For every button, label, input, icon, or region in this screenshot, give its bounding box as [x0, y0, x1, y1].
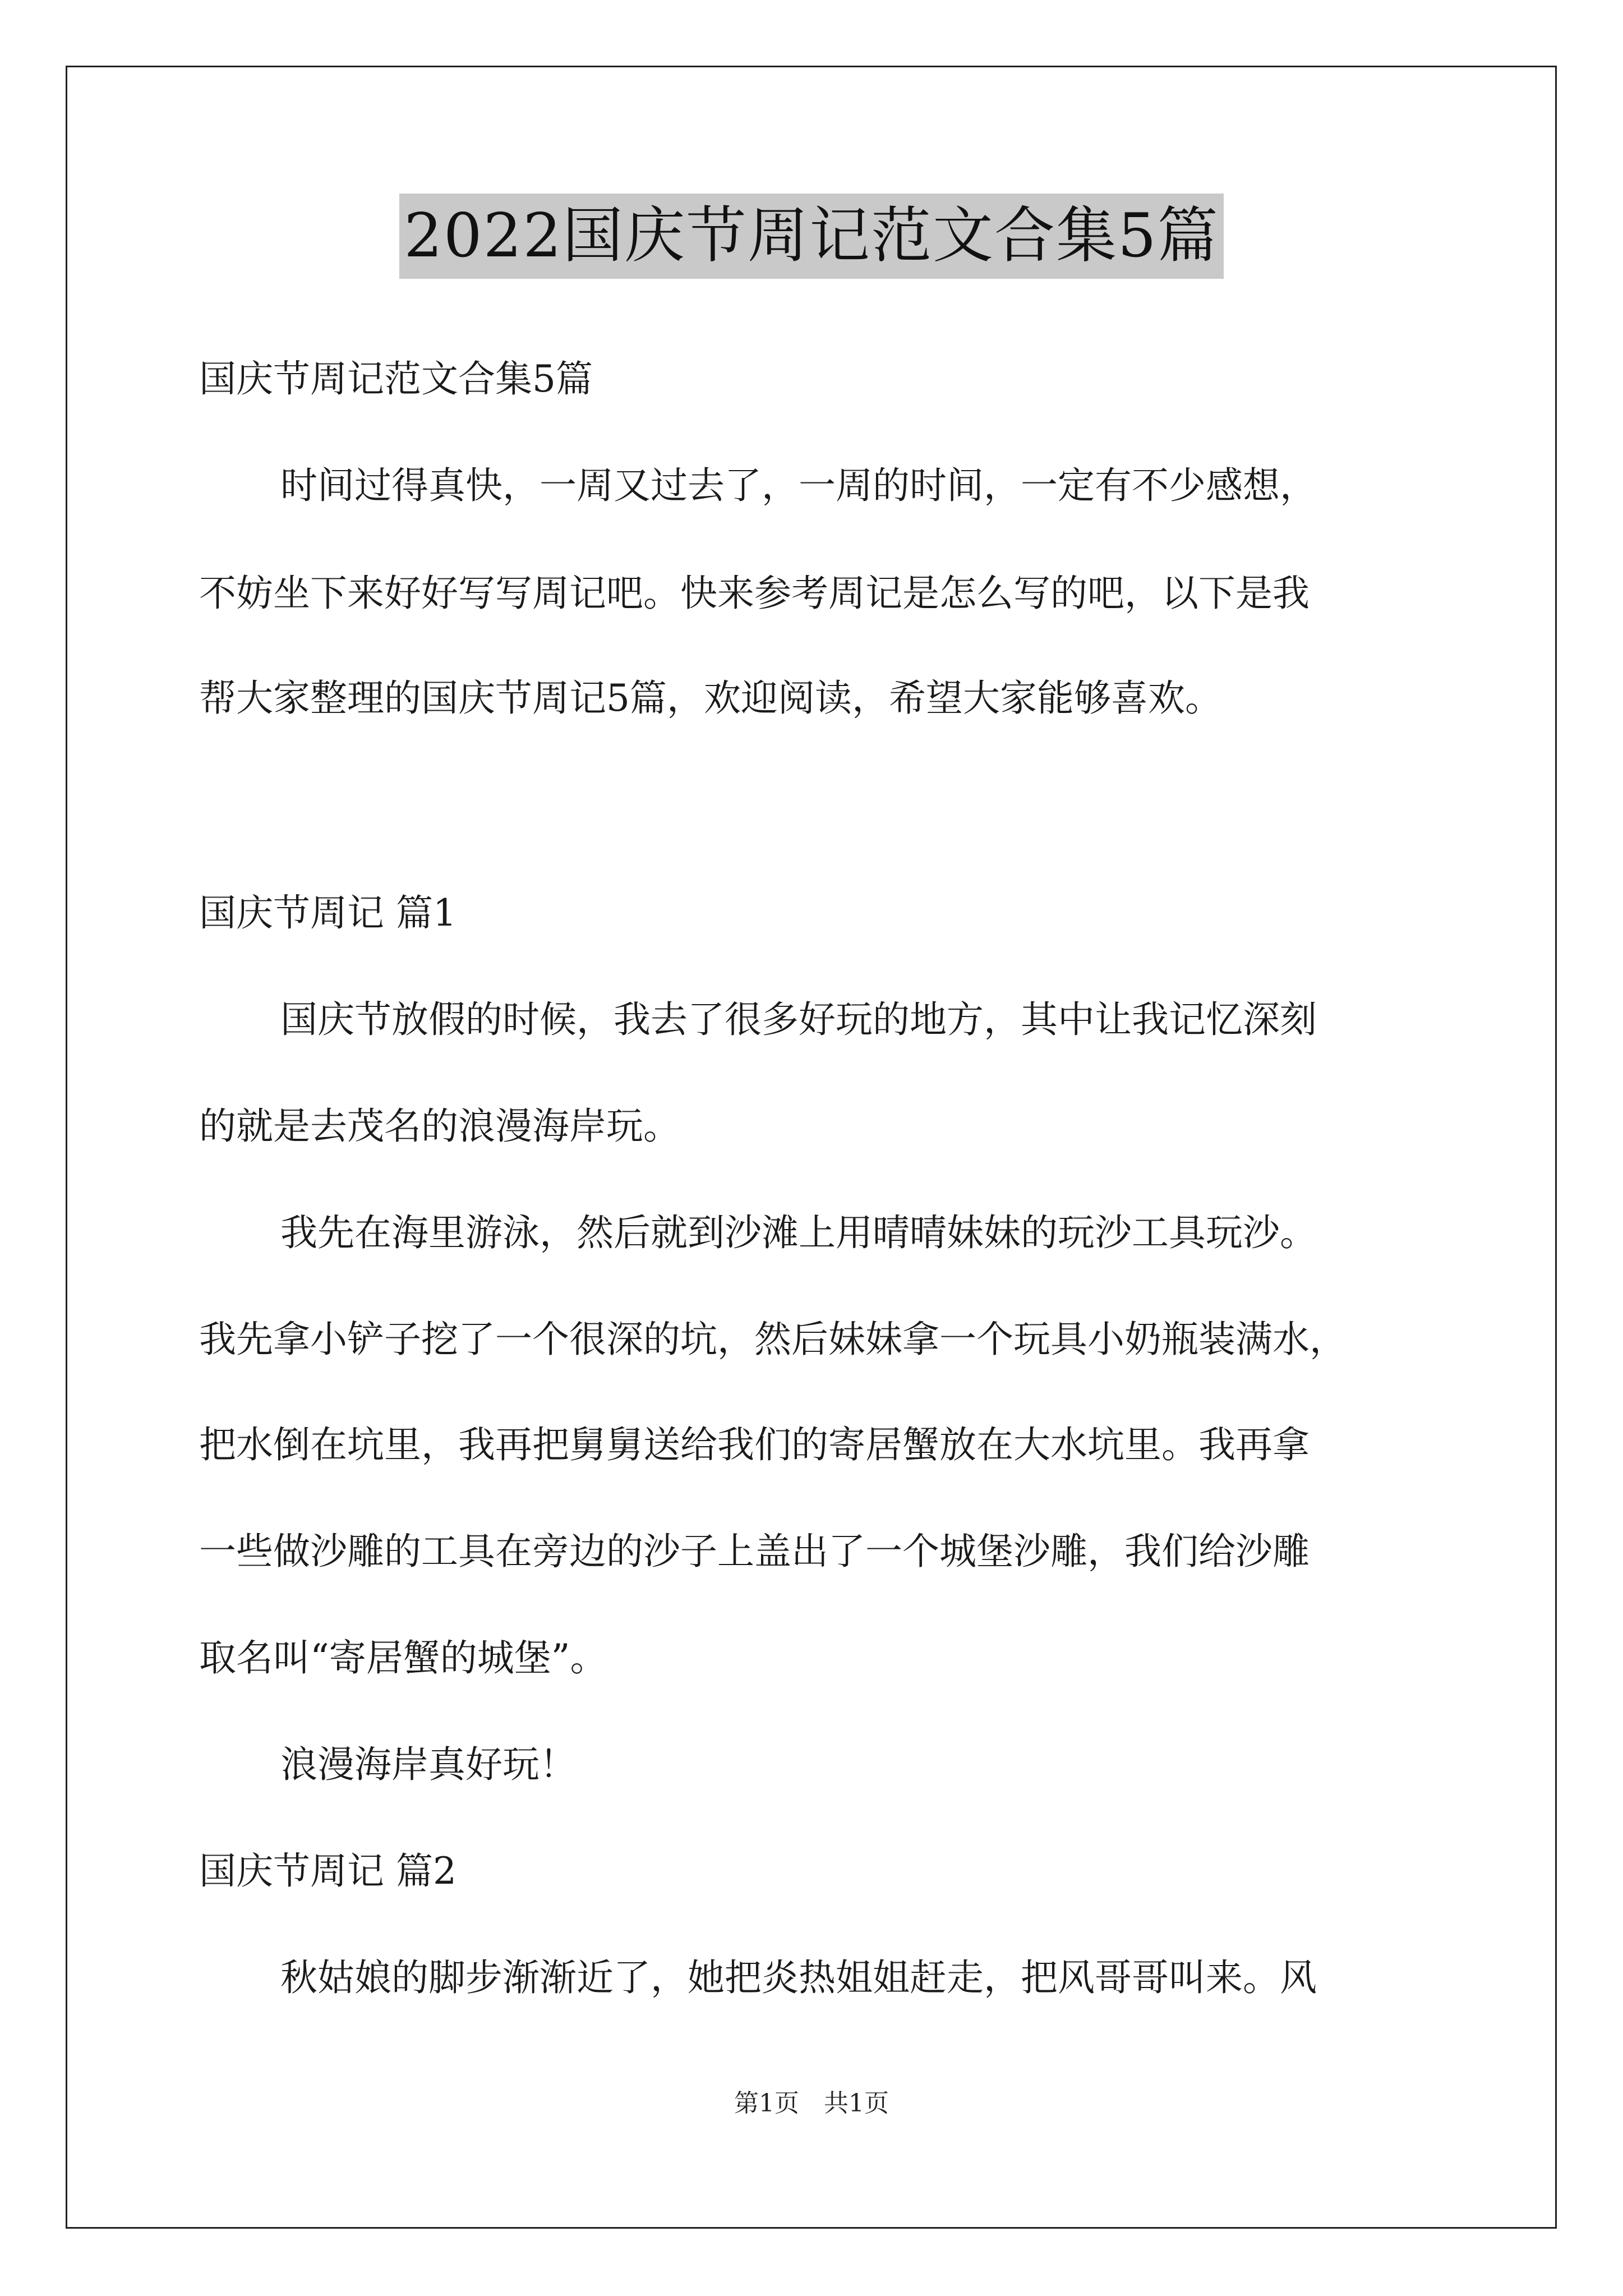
- page-footer: 第1页 共1页: [734, 2089, 889, 2118]
- paragraph-line: 不妨坐下来好好写写周记吧。快来参考周记是怎么写的吧，以下是我: [199, 572, 1310, 615]
- title-container: [0, 194, 1623, 279]
- paragraph-line: 取名叫“寄居蟹的城堡”。: [199, 1636, 607, 1680]
- paragraph-line: 时间过得真快，一周又过去了，一周的时间，一定有不少感想，: [280, 464, 1317, 507]
- paragraph-line: 我先在海里游泳，然后就到沙滩上用晴晴妹妹的玩沙工具玩沙。: [280, 1211, 1317, 1254]
- paragraph-line: 国庆节放假的时候，我去了很多好玩的地方，其中让我记忆深刻: [280, 998, 1317, 1041]
- paragraph-line: 的就是去茂名的浪漫海岸玩。: [199, 1105, 680, 1148]
- subtitle-line: 国庆节周记范文合集5篇: [199, 357, 593, 401]
- paragraph-line: 一些做沙雕的工具在旁边的沙子上盖出了一个城堡沙雕，我们给沙雕: [199, 1530, 1310, 1573]
- paragraph-line: 秋姑娘的脚步渐渐近了，她把炎热姐姐赶走，把风哥哥叫来。风: [280, 1956, 1317, 1999]
- paragraph-line: 把水倒在坑里，我再把舅舅送给我们的寄居蟹放在大水坑里。我再拿: [199, 1423, 1310, 1466]
- paragraph-line: 浪漫海岸真好玩！: [280, 1743, 577, 1786]
- document-title: 2022国庆节周记范文合集5篇: [399, 194, 1224, 279]
- paragraph-line: 我先拿小铲子挖了一个很深的坑，然后妹妹拿一个玩具小奶瓶装满水，: [199, 1318, 1347, 1361]
- paragraph-line: 帮大家整理的国庆节周记5篇，欢迎阅读，希望大家能够喜欢。: [199, 677, 1222, 720]
- section-heading: 国庆节周记 篇1: [199, 891, 457, 935]
- section-heading: 国庆节周记 篇2: [199, 1849, 457, 1893]
